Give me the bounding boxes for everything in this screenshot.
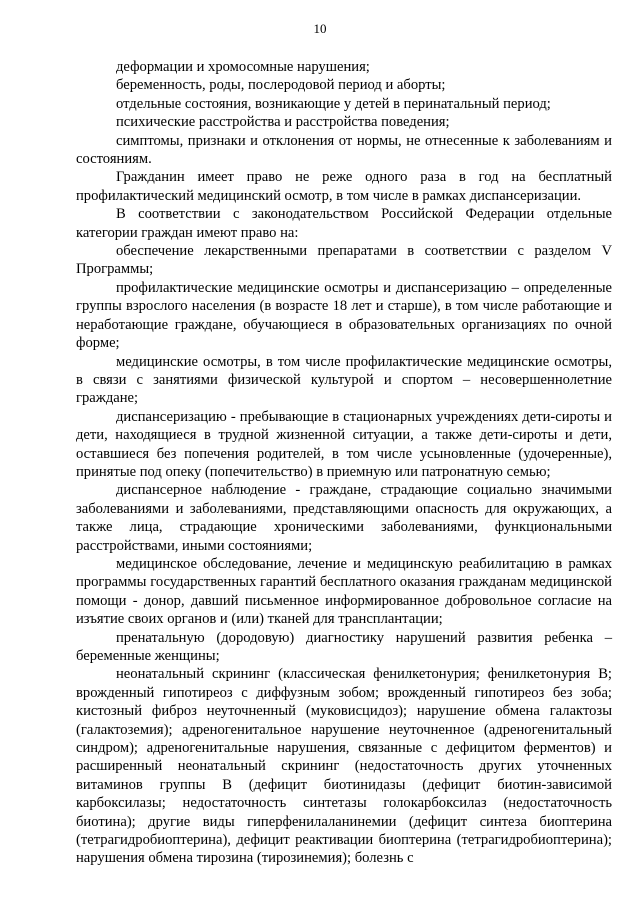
paragraph-neonatal-screening: неонатальный скрининг (классическая фенилкетонурия; фенилкетонурия B; врожденный гипотиреоз с диффузным зобом; врожденный гипотиреоз без зоба; кистозный фиброз неуточненный (муковисцидоз); нарушение обмена галактозы (галактоземия); адреногенитальное нарушение неуточненное (адреногенитальный синдром); адреногенитальные нарушения, связанные с дефицитом ферментов) и расширенный неонатальный скрининг (недостаточность других уточненных витаминов группы B (дефицит биотинидазы (дефицит биотин-зависимой карбоксилазы; недостаточность синтетазы голокарбоксилаз (недостаточность биотина); другие виды гиперфенилаланинемии (дефицит синтеза биоптерина (тетрагидробиоптерина), дефицит реактивации биоптерина (тетрагидробиоптерина); нарушения обмена тирозина (тирозинемия); болезнь с [76,666,612,867]
paragraph-perinatal: отдельные состояния, возникающие у детей в перинатальный период; [116,95,551,112]
paragraph-drug-provision: обеспечение лекарственными препаратами в соответствии с разделом V Программы; [76,243,612,278]
paragraph-donor-rehabilitation: медицинское обследование, лечение и медицинскую реабилитацию в рамках программы государственных гарантий бесплатного оказания гражданам медицинской помощи - донор, давший письменное информированное добровольное согласие на изъятие своих органов и (или) тканей для трансплантации; [76,555,612,628]
paragraph-annual-checkup: Гражданин имеет право не реже одного раза в год на бесплатный профилактический медицинский осмотр, в том числе в рамках диспансеризации. [76,169,612,204]
paragraph-dispensary-observation: диспансерное наблюдение - граждане, страдающие социально значимыми заболеваниями и заболеваниями, представляющими опасность для окружающих, а также лица, страдающие хроническими заболеваниями, функциональными расстройствами, иными состояниями; [76,482,612,554]
paragraph-pregnancy: беременность, роды, послеродовой период и аборты; [116,77,446,94]
body-text [76,58,612,868]
paragraph-prenatal-diagnostics: пренатальную (дородовую) диагностику нарушений развития ребенка – беременные женщины; [76,629,612,664]
paragraph-citizen-categories: В соответствии с законодательством Российской Федерации отдельные категории граждан имеют право на: [76,206,612,241]
paragraph-symptoms: симптомы, признаки и отклонения от нормы, не отнесенные к заболеваниям и состояниям. [76,132,612,168]
paragraph-deformations: деформации и хромосомные нарушения; [116,59,370,75]
page-number: 10 [313,21,327,36]
paragraph-sports-exams: медицинские осмотры, в том числе профилактические медицинские осмотры, в связи с занятиями физической культурой и спортом – несовершеннолетние граждане; [76,353,612,407]
paragraph-mental-disorders: психические расстройства и расстройства поведения; [116,114,450,131]
paragraph-preventive-exams: профилактические медицинские осмотры и диспансеризацию – определенные группы взрослого населения (в возрасте 18 лет и старше), в том числе работающие и неработающие граждане, обучающиеся в образовательных организациях по очной форме; [76,279,612,352]
paragraph-orphan-screening: диспансеризацию - пребывающие в стационарных учреждениях дети-сироты и дети, находящиеся в трудной жизненной ситуации, а также дети-сироты и дети, оставшиеся без попечения родителей, в том числе усыновленные (удочеренные), принятые под опеку (попечительство) в приемную или патронатную семью; [76,408,612,480]
